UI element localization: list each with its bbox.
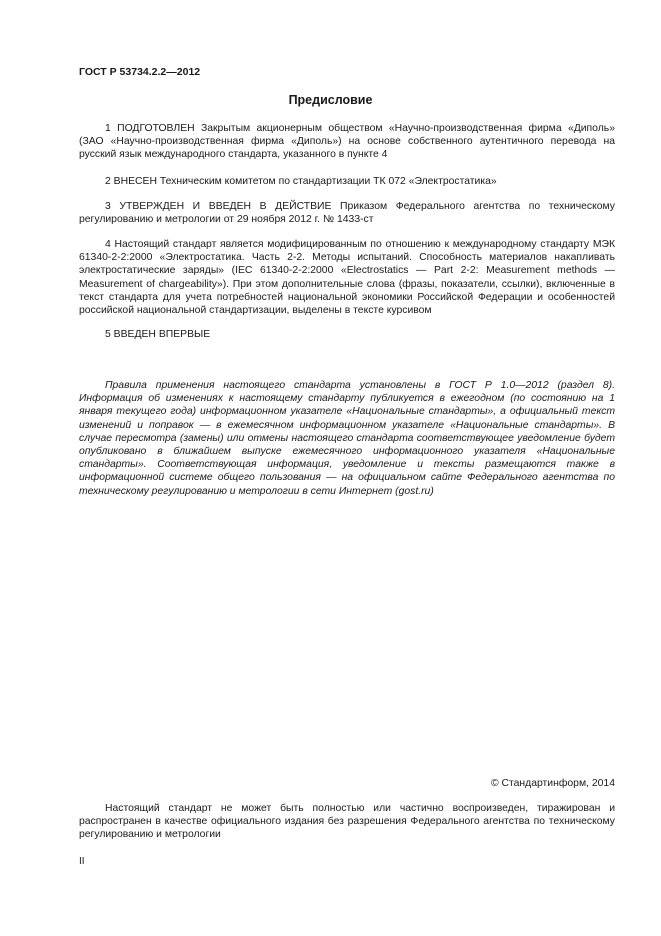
paragraph-4: 4 Настоящий стандарт является модифицированным по отношению к международному стандарту МЭК 61340-2-2:2000 «Электростатика. Часть 2-2. Методы испытаний. Способность материалов накапливать электростатические заряды» (IEC 61340-2-2:2000 «Electrostatics — Part 2-2: Measurement methods — Measurement of chargeability»). При этом дополнительные слова (фразы, показатели, ссылки), включенные в текст стандарта для учета потребностей национальной экономики Российской Федерации и особенностей российской национальной стандартизации, выделены в тексте курсивом: [79, 239, 615, 317]
rules-note: Правила применения настоящего стандарта установлены в ГОСТ Р 1.0—2012 (раздел 8). Информация об изменениях к настоящему стандарту публикуется в ежегодном (по состоянию на 1 января текущего года) информационном указателе «Национальные стандарты», а официальный текст изменений и поправок — в ежемесячном информационном указателе «Национальные стандарты». В случае пересмотра (замены) или отмены настоящего стандарта соответствующее уведомление будет опубликовано в ближайшем выпуске ежемесячного информационного указателя «Национальные стандарты». Соответствующая информация, уведомление и тексты размещаются также в информационной системе общего пользования — на официальном сайте Федерального агентства по техническому регулированию и метрологии в сети Интернет (gost.ru): [79, 380, 615, 497]
page-title: Предисловие: [288, 93, 373, 107]
copyright: © Стандартинформ, 2014: [490, 778, 615, 789]
paragraph-1: 1 ПОДГОТОВЛЕН Закрытым акционерным обществом «Научно-производственная фирма «Диполь» (ЗАО «Научно-производственная фирма «Диполь») на основе собственного аутентичного перевода на русский язык международного стандарта, указанного в пункте 4: [79, 123, 615, 161]
paragraph-5: 5 ВВЕДЕН ВПЕРВЫЕ: [105, 329, 211, 340]
paragraph-3: 3 УТВЕРЖДЕН И ВВЕДЕН В ДЕЙСТВИЕ Приказом Федерального агентства по техническому регулированию и метрологии от 29 ноября 2012 г. № 1433-ст: [79, 201, 615, 226]
document-header: ГОСТ Р 53734.2.2—2012: [79, 66, 201, 78]
page-number: II: [79, 856, 85, 867]
reproduction-note: Настоящий стандарт не может быть полностью или частично воспроизведен, тиражирован и распространен в качестве официального издания без разрешения Федерального агентства по техническому регулированию и метрологии: [79, 803, 615, 841]
paragraph-2: 2 ВНЕСЕН Техническим комитетом по стандартизации ТК 072 «Электростатика»: [105, 176, 497, 187]
